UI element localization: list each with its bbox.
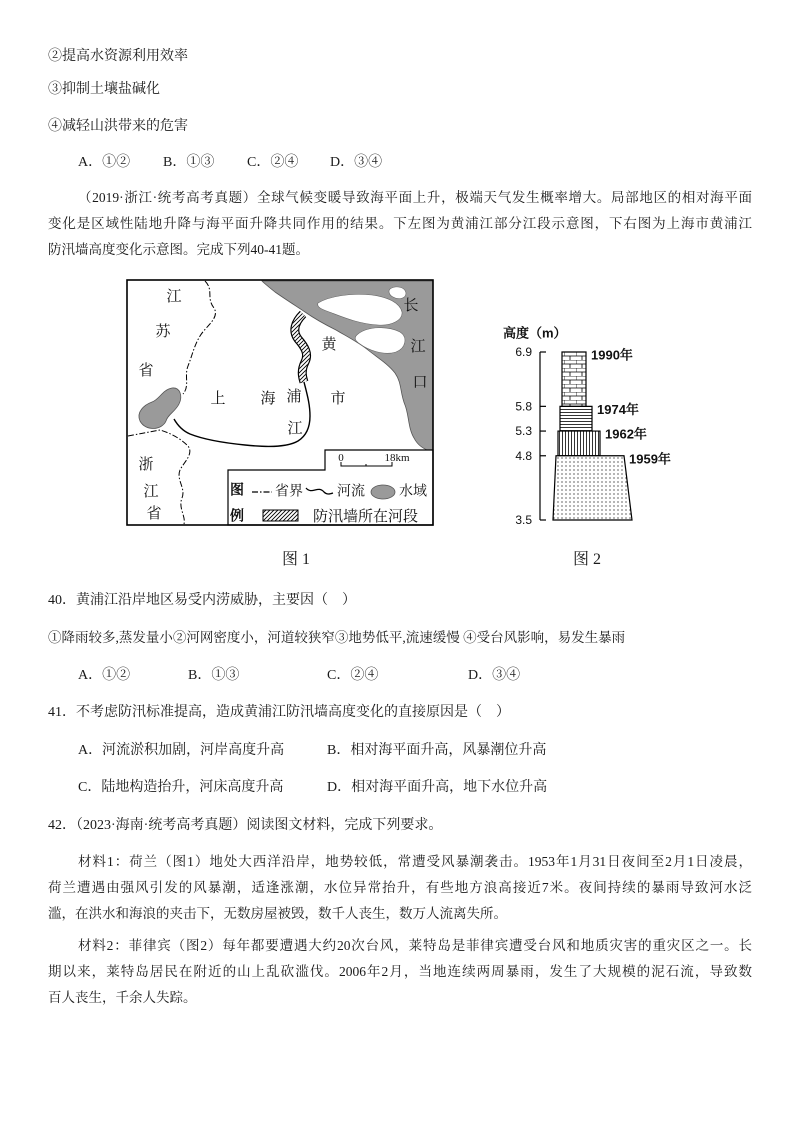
q40-stem: 40．黄浦江沿岸地区易受内涝威胁，主要因（ ） (48, 593, 356, 608)
prev-statement-4: ④减轻山洪带来的危害 (48, 119, 188, 134)
q40-statements: ①降雨较多,蒸发量小②河网密度小，河道较狭窄③地势低平,流速缓慢 ④受台风影响，易发生暴雨 (48, 630, 626, 645)
legend-river: 河流 (337, 484, 365, 500)
prev-statement-3: ③抑制土壤盐碱化 (48, 82, 160, 97)
figure1-map (120, 272, 450, 534)
y-axis-tick-label: 4.8 (515, 448, 532, 463)
material1-line: 滥，在洪水和海浪的夹击下，无数房屋被毁，数千人丧生，数万人流离失所。 (48, 906, 507, 921)
wall-year-label: 1962年 (605, 426, 647, 442)
q40-choice-d: D．③④ (468, 668, 521, 683)
y-axis-tick-label: 3.5 (515, 513, 532, 527)
material1-line: 荷兰遭遇由强风引发的风暴潮，适逢涨潮，水位异常抬升，有些地方浪高接近7米。夜间持续的暴雨导致河水泛 (48, 880, 752, 895)
legend-title-1: 图 (230, 483, 244, 499)
label-zhejiang-2: 江 (143, 484, 159, 500)
q40-choice-a: A．①② (78, 668, 131, 683)
label-huangpu-2: 浦 (286, 389, 302, 405)
wall-year-label: 1990年 (591, 347, 633, 363)
label-huangpu-3: 江 (287, 421, 303, 437)
label-shanghai-2: 海 (260, 391, 276, 407)
label-estuary-1: 长 (403, 298, 419, 314)
q41-choice-b: B．相对海平面升高，风暴潮位升高 (327, 743, 547, 758)
figure1-caption: 图 1 (281, 551, 310, 568)
wall-block-1962 (558, 431, 600, 456)
label-shanghai-3: 市 (330, 391, 346, 407)
q40-choice-c: C．②④ (327, 668, 379, 683)
intro-line: （2019·浙江·统考高考真题）全球气候变暖导致海平面上升，极端天气发生概率增大。局部地区的相对海平面 (78, 190, 752, 205)
material2-line: 期以来，莱特岛居民在附近的山上乱砍滥伐。2006年2月，当地连续两周暴雨，发生了大规模的泥石流，导致数 (48, 964, 752, 979)
q40-choice-b: B．①③ (188, 668, 240, 683)
label-huangpu-1: 黄 (321, 337, 337, 353)
wall-block-1959 (553, 456, 632, 520)
prev-choice-d: D．③④ (330, 155, 383, 170)
water-symbol (371, 485, 395, 499)
material2-line: 材料2：菲律宾（图2）每年都要遭遇大约20次台风，莱特岛是菲律宾遭受台风和地质灾害的重灾区之一。长 (78, 938, 752, 953)
prev-statement-2: ②提高水资源利用效率 (48, 49, 188, 64)
label-estuary-2: 江 (410, 339, 426, 355)
y-axis-label: 高度（m） (503, 325, 567, 341)
y-axis-tick-label: 6.9 (515, 345, 532, 359)
figure2-caption: 图 2 (572, 551, 601, 568)
wall-year-label: 1959年 (629, 451, 671, 467)
q42-stem: 42．（2023·海南·统考高考真题）阅读图文材料，完成下列要求。 (48, 818, 443, 833)
intro-line: 防汛墙高度变化示意图。完成下列40-41题。 (48, 242, 309, 257)
q41-stem: 41．不考虑防汛标准提高，造成黄浦江防汛墙高度变化的直接原因是（ ） (48, 705, 510, 720)
y-axis-tick-label: 5.8 (515, 399, 532, 414)
legend-boundary: 省界 (275, 484, 303, 500)
scale-end: 18km (384, 452, 410, 464)
scale-start: 0 (338, 452, 344, 464)
label-estuary-3: 口 (412, 375, 428, 391)
wall-year-label: 1974年 (597, 401, 639, 417)
label-jiangsu-2: 苏 (155, 324, 171, 340)
prev-choice-a: A．①② (78, 155, 131, 170)
label-jiangsu-1: 江 (166, 289, 182, 305)
label-jiangsu-3: 省 (138, 363, 154, 379)
y-axis-tick-label: 5.3 (515, 424, 532, 439)
figure2-marks (515, 345, 671, 527)
figure2-height-diagram (495, 320, 695, 532)
material1-line: 材料1：荷兰（图1）地处大西洋沿岸，地势较低，常遭受风暴潮袭击。1953年1月31日夜间至2月1日凌晨， (78, 854, 752, 869)
intro-line: 变化是区域性陆地升降与海平面升降共同作用的结果。下左图为黄浦江部分江段示意图，下右图为上海市黄浦江 (48, 216, 752, 231)
flood-wall-symbol (263, 510, 298, 521)
material2-line: 百人丧生，千余人失踪。 (48, 990, 197, 1005)
prev-choice-b: B．①③ (163, 155, 215, 170)
wall-block-1990 (562, 352, 586, 406)
legend-water: 水域 (399, 484, 427, 500)
legend-title-2: 例 (230, 509, 244, 525)
label-shanghai-1: 上 (210, 391, 226, 407)
label-zhejiang-1: 浙 (138, 457, 154, 473)
prev-choice-c: C．②④ (247, 155, 299, 170)
label-zhejiang-3: 省 (146, 506, 162, 522)
wall-block-1974 (560, 406, 592, 431)
q41-choice-d: D．相对海平面升高，地下水位升高 (327, 780, 548, 795)
q41-choice-a: A．河流淤积加剧，河岸高度升高 (78, 743, 285, 758)
q41-choice-c: C．陆地构造抬升，河床高度升高 (78, 780, 284, 795)
legend-flood-wall: 防汛墙所在河段 (313, 509, 419, 525)
